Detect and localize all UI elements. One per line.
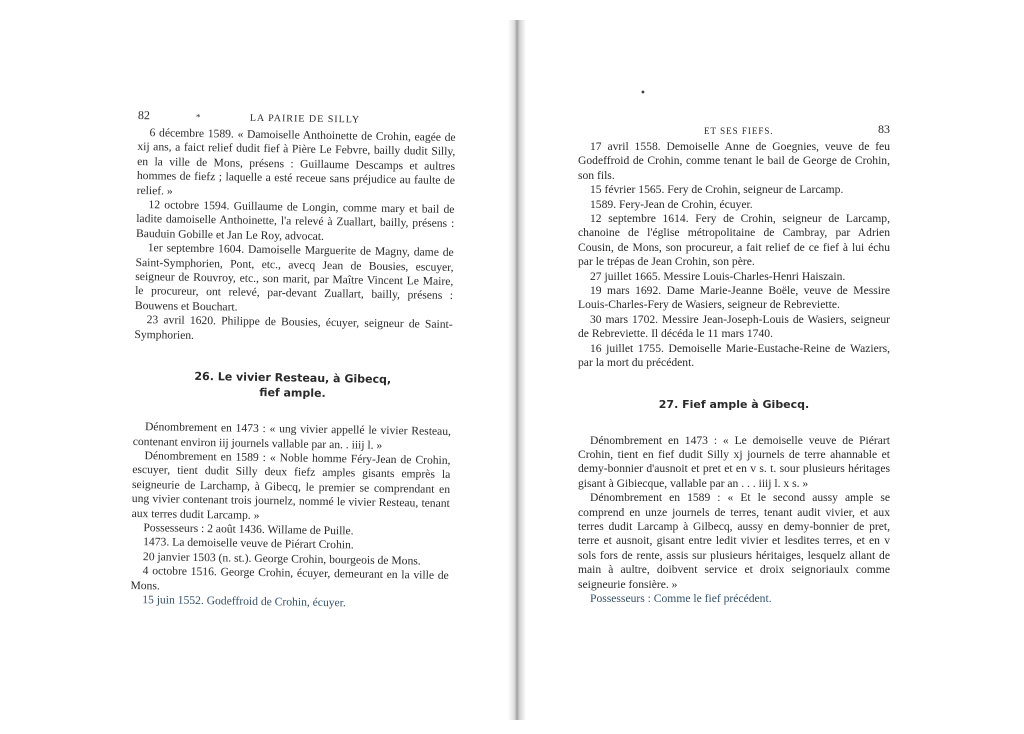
paragraph: 12 septembre 1614. Fery de Crohin, seigneur de Larcamp, chanoine de l'église métropolitaine de Cambray, par Adrien Cousin, de Mons, son procureur, a fait relief de ce fief à lui échu par le trépas de Jean Crohin, son père.	[578, 212, 890, 269]
section-heading-line: fief ample.	[259, 386, 326, 401]
paragraph: 23 avril 1620. Philippe de Bousies, écuyer, seigneur de Saint-Symphorien.	[134, 313, 453, 342]
paragraph: Possesseurs : 2 août 1436. Willame de Puille.	[143, 521, 354, 538]
right-page-number: 83	[878, 122, 890, 136]
paragraph: Possesseurs : Comme le fief précédent.	[590, 591, 772, 605]
paragraph: 20 janvier 1503 (n. st.). George Crohin, bourgeois de Mons.	[142, 549, 421, 568]
paragraph: 16 juillet 1755. Demoiselle Marie-Eustache-Reine de Waziers, par la mort du précédent.	[578, 341, 890, 370]
ornament-icon: *	[195, 111, 202, 122]
paragraph: Dénombrement en 1473 : « ung vivier appellé le vivier Resteau, contenant environ iij journels vallable par an. . iiij l. »	[132, 420, 452, 452]
paragraph: 1473. La demoiselle veuve de Piérart Crohin.	[143, 535, 354, 552]
left-page-number: 82	[137, 108, 150, 123]
paragraph: 4 octobre 1516. George Crohin, écuyer, demeurant en la ville de Mons.	[130, 564, 449, 592]
paragraph: 27 juillet 1665. Messire Louis-Charles-Henri Haiszain.	[590, 269, 846, 283]
paragraph: 15 février 1565. Fery de Crohin, seigneur de Larcamp.	[590, 183, 844, 197]
paragraph: 12 octobre 1594. Guillaume de Longin, comme mary et bail de ladite damoiselle Anthoinette, l'a relevé à Zuallart, bailly, présens : Bauduin Gobille et Jan Le Roy, advocat.	[135, 198, 455, 243]
section-heading-line: 26. Le vivier Resteau, à Gibecq,	[194, 370, 392, 387]
paragraph: 1589. Fery-Jean de Crohin, écuyer.	[590, 197, 753, 211]
paragraph: 30 mars 1702. Messire Jean-Joseph-Louis de Wasiers, seigneur de Rebreviette. Il décéda le 11 mars 1740.	[578, 312, 890, 341]
paragraph: Dénombrement en 1589 : « Noble homme Féry-Jean de Crohin, escuyer, tient dudit Silly deux fiefz amples gisants emprès la seigneurie de Larchamp, à Gibecq, le premier se comprendant en ung vivier contenant trois journelz, nommé le vivier Resteau, tenant aux terres dudit Larcamp. »	[131, 449, 451, 522]
left-page	[130, 108, 456, 612]
paragraph: Dénombrement en 1473 : « Le demoiselle veuve de Piérart Crohin, tient en fief dudit Silly xj journels de terre ahannable et demy-bonnier d'ausnoit et pret et en v s. t. sour plusieurs héritages gisant à Gibiecque, vallable par an . . . iiij l. x s. »	[578, 433, 890, 490]
paragraph: 15 juin 1552. Godeffroid de Crohin, écuyer.	[142, 593, 346, 610]
ink-speck: •	[640, 88, 646, 99]
paragraph: 19 mars 1692. Dame Marie-Jeanne Boële, veuve de Messire Louis-Charles-Fery de Wasiers, seigneur de Rebreviette.	[578, 284, 890, 312]
right-page	[578, 122, 890, 606]
section-heading-line: 27. Fief ample à Gibecq.	[658, 397, 810, 411]
left-running-title: LA PAIRIE DE SILLY	[249, 112, 361, 126]
paragraph: Dénombrement en 1589 : « Et le second aussy ample se comprend en unze journels de terres, tenant audit vivier, et aux terres dudit Larcamp à Gilbecq, aussy en demy-bonnier de pret, terre et ausnoit, gisant entre ledit vivier et lesdites terres, et en v sols fors de rente, assis sur plusieurs héritaiges, lesquelz allant de main à aultre, doibvent service et droix seignoriaulx comme seigneurie fonsière. »	[578, 491, 890, 591]
book-gutter	[508, 20, 526, 720]
section-heading-27	[578, 397, 890, 412]
paragraph: 6 décembre 1589. « Damoiselle Anthoinette de Crohin, eagée de xij ans, a faict relief dudit fief à Pière Le Febvre, bailly dudit Silly, en la ville de Mons, présens : Guillaume Descamps et aultres hommes de fiefz ; laquelle a esté receue sans préjudice au faulte de relief. »	[136, 126, 456, 198]
right-running-head	[578, 122, 890, 140]
paragraph: 1er septembre 1604. Damoiselle Marguerite de Magny, dame de Saint-Symphorien, Pont, etc., avecq Jean de Bousies, escuyer, seigneur de Rouvroy, etc., son marit, par Maître Vincent Le Maire, le procureur, ont relevé, par-devant Zuallart, bailly, présens : Bouwens et Bouchart.	[134, 241, 454, 314]
right-running-title: ET SES FIEFS.	[704, 126, 774, 136]
section-heading-26	[133, 368, 451, 403]
paragraph: 17 avril 1558. Demoiselle Anne de Goegnies, veuve de feu Godeffroid de Crohin, comme tenant le bail de George de Crohin, son fils.	[578, 140, 890, 182]
